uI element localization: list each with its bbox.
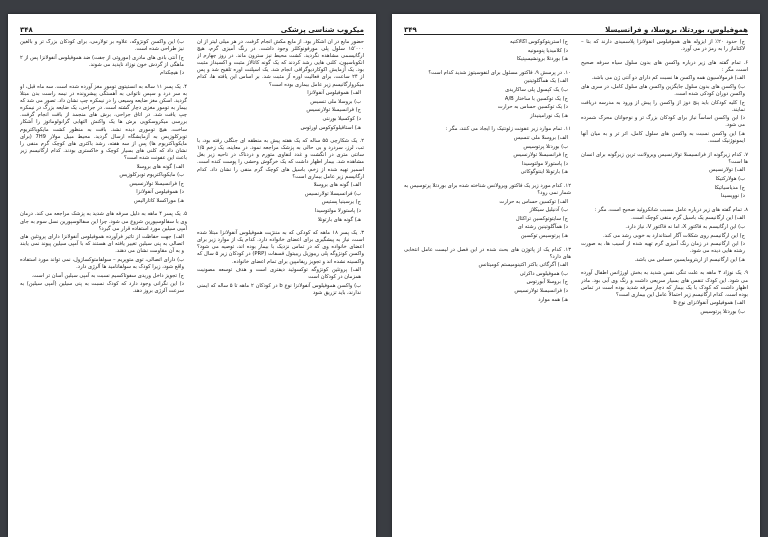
answer-option: د) نوویسیدا [720, 193, 745, 200]
running-title: میکروب شناسی پزشکی [280, 26, 364, 34]
answer-option: هـ) یک نورامینیداز [530, 112, 568, 119]
answer-option: ج) یرسینیا پستیس [321, 199, 361, 206]
answer-option: الف) هموفیلوس آنفولانزا [307, 90, 361, 97]
answer-option: الف) توکسین حساس به حرارت [499, 198, 568, 205]
answer-option: ج) تجویز داخل وریدی سفوتاکسیم نسبت به آمپی سیلین آسان تر است. [31, 272, 184, 279]
answer-option: ب) هولارکتیکا [715, 176, 745, 182]
answer-option: هـ) استافیلوکوکوس اورئوس [300, 124, 361, 131]
answer-option: هـ) موراکسلا کاتارالیس [134, 197, 184, 204]
question-text: ۳. یک پسر ۱۸ ماهه که کودکی که به مننژیت هموفیلوس آنفولانزا مبتلا شده است، نیاز به پیشگیری برای اعضای خانواده دارد. کدام یک از موارد زیر برای اعضای خانواده وی که در تماس نزدیک با بیمار بوده اند، توصیه می شود؟ واکسن کونژوگه پلی ریبوزیل ریبیتول فسفات (PRP) در کودکان زیر ۵ سال که واکسینه نشده اند و تجویز ریفامپین برای تمام اعضای خانواده. [197, 230, 364, 265]
right-column [581, 39, 748, 529]
page-columns [20, 39, 364, 529]
page-header [404, 22, 748, 35]
question-text: ۱۲. کدام مورد زیر یک فاکتور ویرولانس شناخته شده برای بوردتلا پرتوسیس به شمار نمی رود؟ [404, 182, 571, 196]
question-text: ۸. تمام گفته های زیر درباره عامل مسبب شانکروئید صحیح است، مگر : [594, 206, 748, 213]
answer-option: ج) یک توکسین با ساختار A/B [504, 95, 568, 102]
question-text: ۱۱. تمام موارد زیر عفونت زئونتیک را ایجاد می کنند، مگر : [445, 126, 571, 133]
answer-option: الف) گونه های بروسلا [136, 163, 184, 170]
answer-option: الف) آگرگاتی باکتر اکتینومیستم کومیتانس [478, 262, 568, 269]
answer-option: الف) گونه های بروسلا [313, 182, 361, 189]
running-title: هموفیلوس، بوردتلا، بروسلا، و فرانسیسلا [605, 26, 748, 34]
left-column [20, 39, 187, 529]
question-text: ۴. یک پسر ۱۱ ساله به انستیتوی تومور مغز آورده شده است. سه ماه قبل، او به سر درد و سپس ناتوانی به آهستگی پیشرونده در نیمه راست بدن مبتلا گردید. اسکن مغز ضایعه وسیعی را در نیمکره چپ نشان داد. تصور می شد که بیمار به تومور مغزی دچار گشته است. در جراحی، یک ضایعه بزرگ در نیمکره چپ یافت شد. در اتاق جراحی، برش های منجمد از بافت انجام گرفت. بررسی میکروسکوپی برش ها یک واکنش التهابی گرانولوماتوز را آشکار ساخت، هیچ توموری دیده نشد. بافت به منظور کشت مایکوباکتریوم توبرکلوزیس به آزمایشگاه ارسال گردید. محیط مبیل مولار 7H9 (برای مایکوباکتریوم ها) پس از سه هفته، رشد باکتری های کوچک گرم منفی را نشان داد که کلنی های بسیار کوچک و خاکستری بودند. کدام ارگانیسم زیر باعث این عفونت شده است؟ [20, 83, 187, 161]
answer-option: د) کلامیدیا پنومونیه [527, 47, 568, 54]
answer-option: الف) بروسلا ملی تنسیس [513, 134, 568, 141]
answer-option: هـ) گونه های بارتونلا [317, 216, 361, 223]
answer-option: ج) فرانسیسلا تولارنسیس [513, 152, 568, 159]
answer-option: ج) بروسلا آبورتوس [526, 279, 568, 286]
answer-option: الف) هموفیلوس آنفولانزای نوع b [673, 300, 745, 307]
answer-option: د) فرانسیسلا تولارنسیس [514, 288, 568, 295]
answer-option: الف) یک همآگلوتینین [523, 78, 568, 85]
question-text: ۹. یک نوزاد ۳ ماهه به علت تنگی نفس شدید به بخش اورژانس اطفال آورده می شود. این کودک تنفس های بسیار سریعی داشت و رنگ وی آبی بود. مادر اظهار داشت که کودک با یک بیمار که دچار سرفه شدید بوده است در تماس بوده است. کدام ارگانیسم زیر احتمالاً عامل این بیماری است؟ [581, 270, 748, 298]
right-page [392, 14, 760, 537]
answer-option: ب) واکسن هموفیلوس آنفولانزا نوع b در کودکان ۲ ماهه تا ۵ ساله که ایمنی ندارند، باید تزریق شود [197, 282, 361, 296]
answer-option: ب) بوردتلا پرتوسیس [523, 143, 568, 150]
answer-option: ج) آنتی بادی های مادری (موروثی از جفت) ضد هموفیلوس آنفولانزا پس از ۲ ماهگی از گردش خون نوزاد ناپدید می شوند. [20, 54, 184, 68]
page-number: ۳۴۹ [404, 26, 417, 34]
question-text: ۶. تمام گفته های زیر درباره واکسن های بدون سلول سیاه سرفه صحیح است، مگر : [581, 59, 748, 73]
answer-option: د) این ارگانیسم در زمان رنگ آمیزی گرم تهیه شده از آسیب ها، به صورت رشته هایی دیده می شود. [581, 241, 745, 255]
answer-option: هـ) همه موارد [538, 296, 568, 303]
question-text: ۵. یک پسر ۴ ماهه به دلیل سرفه های شدید به پزشک مراجعه می کند. درمان وی با سفالوسپورین شروع می شود. چرا این سفالوسپورین نسل سوم به جای آمپی سیلین مورد استفاده قرار می گیرد؟ [20, 211, 187, 232]
answer-option: ب) دارای اتصالی، توی متوپریم – سولفامتوکسازول، نمی تواند مورد استفاده واقع شود، زیرا کودک به سولفانامید ها آلرژی دارد. [20, 257, 184, 271]
answer-option: ج) سایتوتوکسین تراکئال [515, 215, 568, 222]
left-column [404, 39, 571, 529]
answer-option: ب) واکسن های بدون سلول جایگزین واکسن های سلول کامل، در سری های واکسن دوران کودکی شده است. [581, 83, 745, 98]
answer-option: ج) فرانسیسلا تولارنسیس [306, 107, 361, 114]
answer-option: ج) استرپتوکوکوس آگالاکتیه [509, 39, 568, 45]
question-text: ۱۰. در پرسش ۹، فاکتور مسئول برای لنفوسیتوز شدید کدام است؟ [428, 69, 571, 76]
answer-option: ب) بروسلا ملی تنسیس [310, 98, 361, 105]
answer-option: ب) هموفیلوس داکرئی [519, 270, 568, 277]
answer-option: هـ) پرتوسیس توکسین [520, 232, 568, 239]
page-header [20, 22, 364, 35]
answer-option: هـ) این واکسن نسبت به واکسن های سلول کامل، اثر تر و به میان آنها ایمونوژنیک است. [581, 131, 745, 145]
answer-option: ج) این ارگانیسم روی شکلات آگار استاندارد به خوبی رشد می کند. [602, 232, 745, 239]
answer-option: ب) مایکوباکتریوم توبرکلوزیس [119, 172, 184, 179]
answer-option: د) پاستورلا مولتوسیدا [521, 160, 568, 167]
answer-option: ج) مدیاسیاتیکا [714, 184, 745, 191]
answer-option: ب) این ارگانیسم به فاکتور X، اما نه فاکتور V، نیاز دارد. [625, 223, 745, 230]
answer-option: د) همآگلوتینین رشته ای [517, 224, 568, 231]
answer-option: ج) فرانسیسلا تولارنسیس [129, 180, 184, 187]
answer-option: د) این واکسن اساساً نیاز برای کودکان بزرگ تر و نوجوانان محرک شمرده می شود. [581, 115, 745, 129]
left-page [8, 14, 376, 537]
answer-option: الف) جهت حفاظت از تاثیر فرآورده هموفیلوس آنفولانزا دارای پروتئین های اتصالی به پنی سیلین تغییر یافته ای هستند که با آمپی سیلین پیوند نمی یابند و به آن مقاومت نشان می دهند. [20, 234, 184, 255]
answer-option: الف) پروتئین کونژوگه توکسوئید دیفتری است و هدف توسعه مصونیت همزمان در کودکان است [197, 267, 361, 281]
answer-option: د) هموفیلوس آنفولانزا [136, 189, 184, 196]
answer-option: هـ) بوردتلا برونشیسپتیکا [516, 56, 568, 63]
question-text: حضور مایع در آن آشکار بود. از مایع مکش انجام گرفت. در هر میلی لیتر از آن ۱۵٬۰۰۰ سلول پلی مورفونوکلئر وجود داشت. در رنگ آمیزی گرم، هیچ ارگانیسمی مشاهده نگردید. کشت محیط نیز سترون ماند. در روز چهارم از انکوباسیون، کلنی هایی رشد کردند که یک گونه کاتالاز مثبت و اکسیداز مثبت بود. یک آزمایش اکوکاردیوگرافی انجام شد. یک اسپلنت اوره تلقیح شد و پس از ۲۴ ساعت، برای فعالیت اوره آز مثبت شد. بر اساس این یافته ها، کدام میکروارگانیسم زیر عامل بیماری بوده است؟ [197, 39, 364, 88]
answer-option: د) هیچکدام [160, 70, 184, 77]
answer-option: ج) حدود ۲۰٪ از ایزوله های هموفیلوس آنفولانزا پلاسمیدی دارند که بتا – لاکتاماز را به رمز در می آورد. [581, 39, 745, 53]
answer-option: الف) این ارگانیسم یک باسیل گرم منفی کوچک است. [631, 215, 745, 222]
page-number: ۳۴۸ [20, 26, 33, 34]
question-text: ۷. کدام زیرگونه از فرانسیسلا تولارنسیس ویرولانت ترین زیرگونه برای انسان ها است؟ [581, 151, 748, 165]
answer-option: ب) فرانسیسلا تولارنسیس [304, 190, 361, 197]
answer-option: د) یک توکسین حساس به حرارت [497, 104, 568, 111]
answer-option: ج) کلیه کودکان باید پنج دوز از واکسن را پیش از ورود به مدرسه دریافت نمایند. [581, 99, 745, 113]
answer-option: ب) یک کپسول پلی ساکاریدی [505, 86, 568, 93]
answer-option: هـ) بارتونلا اینتوگوکاتی [520, 169, 568, 176]
answer-option: ب) این واکسن کونژوگه، علاوه بر تولارمی، برای کودکان بزرگ تر و بالغین نیز طراحی شده است. [20, 39, 184, 53]
question-text: ۲. یک شکارچی ۵۵ ساله که یک هفته پیش به منطقه ای جنگلی رفته بود، با تب، لرز، سردرد و بی حالی به پزشک مراجعه نمود. در معاینه، یک زخم ۱/۵ سانتی متری در انگشت و غدد لنفاوی متورم و دردناک در ناحیه زیر بغل مشاهده شد. بیمار اظهار داشت که یک خرگوش وحشی را پوست کنده است. اسمیر تهیه شده از زخم، باسیل های کوچک گرم منفی را نشان داد. کدام ارگانیسم زیر عامل بیماری است؟ [197, 138, 364, 180]
answer-option: ب) بوردتلا پرتوسیس [700, 308, 745, 315]
answer-option: د) پاستورلا مولتوسیدا [314, 207, 361, 214]
answer-option: ب) آدنیلیل سیکلاز [529, 207, 568, 214]
answer-option: الف) تولارنسیس [709, 167, 745, 174]
answer-option: د) کوکسیلا بورنتی [322, 115, 361, 122]
question-text: ۱۳. کدام یک از پاتوژن های بحث شده در این فصل در لیست عامل انتخابی های دارد؟ [404, 246, 571, 260]
page-columns [404, 39, 748, 529]
answer-option: هـ) این ارگانیسم از اریترومایسین حساس می باشد. [634, 256, 745, 263]
right-column [197, 39, 364, 529]
answer-option: الف) فرمولاسیون همه واکسن ها نسبت کم دارای دو آنتی ژن می باشد. [591, 75, 745, 82]
answer-option: د) این نگرانی وجود دارد که کودک نسبت به پنی سیلین (آمپی سیلین) به سرعت آلرژی بروز دهد. [20, 281, 184, 295]
